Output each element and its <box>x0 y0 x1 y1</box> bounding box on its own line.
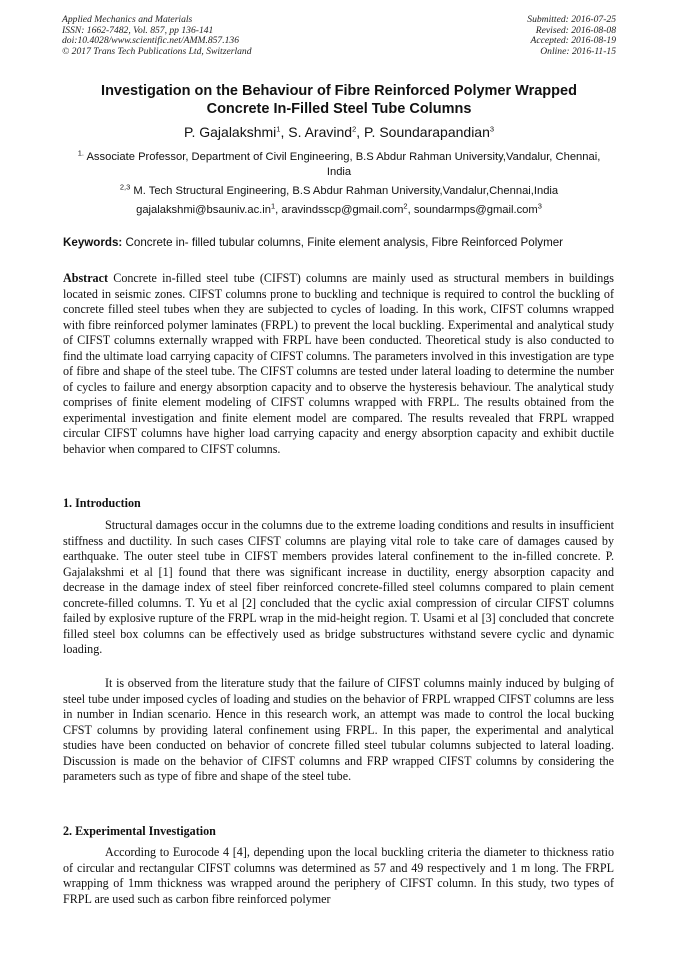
title-line-1: Investigation on the Behaviour of Fibre Reinforced Polymer Wrapped <box>101 83 577 99</box>
journal-name: Applied Mechanics and Materials <box>62 14 193 25</box>
title-line-2: Concrete In-Filled Steel Tube Columns <box>206 101 472 117</box>
section-heading-introduction: 1. Introduction <box>63 496 141 510</box>
intro-paragraph-1: Structural damages occur in the columns due to the extreme loading conditions and results in insufficient stiffness and ductility. In such cases CIFST columns are playing vital role to take care of damages caused by earthquake. The outer steel tube in CIFST members provides lateral confinement to the in-filled concrete. P. Gajalakshmi et al [1] found that there was significant increase in ductility, energy absorption capacity and decrease in the damage index of steel fiber reinforced concrete-filled steel columns compared to plain cement concrete-filled columns. T. Yu et al [2] concluded that the cyclic axial compression of circular CIFST columns failed by explosive rupture of the FRPL wrap in the mid-height region. T. Usami et al [3] concluded that concrete filled steel box columns can be effectively used as bridge substructures withstand severe cyclic and dynamic loading. <box>63 518 614 656</box>
affiliation-text: M. Tech Structural Engineering, B.S Abdur Rahman University,Vandalur,Chennai,India <box>133 185 559 197</box>
keywords-label: Keywords: <box>63 236 123 249</box>
affiliation-sup: 2,3 <box>119 182 131 192</box>
accepted-date: Accepted: 2016-08-19 <box>530 35 616 47</box>
copyright: © 2017 Trans Tech Publications Ltd, Switzerland <box>62 45 252 57</box>
email-list: $gajalakshmi@bsauniv.ac.in^1$, aravindsscp@gmail.com$^2$, soundarmps@gmail.com$^3$ <box>136 201 542 216</box>
abstract-label: Abstract <box>63 271 109 285</box>
author-separator: , <box>280 124 289 140</box>
submitted-date: Submitted: 2016-07-25 <box>527 14 616 25</box>
affiliation-sup: 1. <box>77 148 84 158</box>
paper-title <box>40 82 638 118</box>
affiliation-text: Associate Professor, Department of Civil Engineering, B.S Abdur Rahman University,Vandalur, Chennai, India <box>86 151 601 178</box>
keywords-text: Concrete in- filled tubular columns, Finite element analysis, Fibre Reinforced Polymer <box>125 236 564 249</box>
section-heading-experimental: 2. Experimental Investigation <box>63 824 216 838</box>
doi: doi:10.4028/www.scientific.net/AMM.857.136 <box>62 35 240 47</box>
author-sup: 3 <box>489 124 495 134</box>
email-sup: 2 <box>403 201 408 211</box>
author-name: P. Soundarapandian <box>364 124 490 140</box>
keywords <box>63 236 623 250</box>
author-sup: 2 <box>352 124 357 134</box>
issn: ISSN: 1662-7482, Vol. 857, pp 136-141 <box>62 24 214 36</box>
author-list <box>40 124 638 141</box>
email-link[interactable]: soundarmps@gmail.com <box>413 204 538 216</box>
intro-paragraph-2: It is observed from the literature study that the failure of CIFST columns mainly induced by bulging of steel tube under imposed cycles of loading and studies on the behavior of FRPL wrapped CIFST columns are less in number in Indian scenario. Hence in this research work, an attempt was made to control the local bucking CFST columns by providing lateral confinement using FRPL. In this paper, the experimental and analytical studies have been conducted on behavior of concrete filled steel tubular columns subjected to lateral loading. Discussion is made on the behavior of CIFST columns and FRP wrapped CIFST columns by considering the parameters such as type of fibre and shape of the steel tube. <box>63 676 614 783</box>
abstract <box>63 271 614 457</box>
experimental-paragraph-1: According to Eurocode 4 [4], depending upon the local buckling criteria the diameter to thickness ratio of circular and rectangular CIFST columns was determined as 57 and 49 respectively and 1 m long. The FRPL wrapping of 1mm thickness was wrapped around the periphery of CIFST column. In this study, two types of FRPL are used such as carbon fibre reinforced polymer <box>63 845 614 906</box>
email-link[interactable]: gajalakshmi@bsauniv.ac.in <box>136 204 271 216</box>
author-separator: , <box>356 124 365 140</box>
online-date: Online: 2016-11-15 <box>540 45 616 57</box>
author-name: P. Gajalakshmi <box>183 124 277 140</box>
abstract-text: Concrete in-filled steel tube (CIFST) columns are mainly used as structural members in buildings located in seismic zones. CIFST columns prone to buckling and technique is required to control the buckling of concrete filled steel tubes when they are subjected to cycles of loading. In this work, CIFST columns wrapped with fibre reinforced polymer laminates (FRPL) to prevent the local buckling. Experimental and analytical study of CIFST columns externally wrapped with FRPL have been conducted. Theoretical study is also conducted to find the ultimate load carrying capacity of CIFST columns. The parameters involved in this investigation are type of fibre and shape of the steel tube. The CIFST columns are tested under lateral loading to determine the number of cycles to failure and energy absorption capacity and to observe the hysteresis behaviour. The analytical study comprises of finite element modeling of CIFST columns wrapped with FRPL. The results obtained from the experimental investigation and finite element model are compared. The results revealed that FRPL wrapped circular CIFST columns have higher load carrying capacity and energy absorption capacity and exhibit ductile behavior when compared to CIFST columns. <box>63 271 614 456</box>
revised-date: Revised: 2016-08-08 <box>535 24 616 36</box>
author-name: S. Aravind <box>288 124 353 140</box>
email-sup: 3 <box>537 201 542 211</box>
author-sup: 1 <box>276 124 281 134</box>
email-link[interactable]: aravindsscp@gmail.com <box>281 204 404 216</box>
publication-dates <box>527 15 616 57</box>
affiliation-2 <box>40 184 638 199</box>
affiliation-1 <box>66 150 612 179</box>
email-sup: 1 <box>271 201 276 211</box>
journal-info <box>62 15 252 57</box>
